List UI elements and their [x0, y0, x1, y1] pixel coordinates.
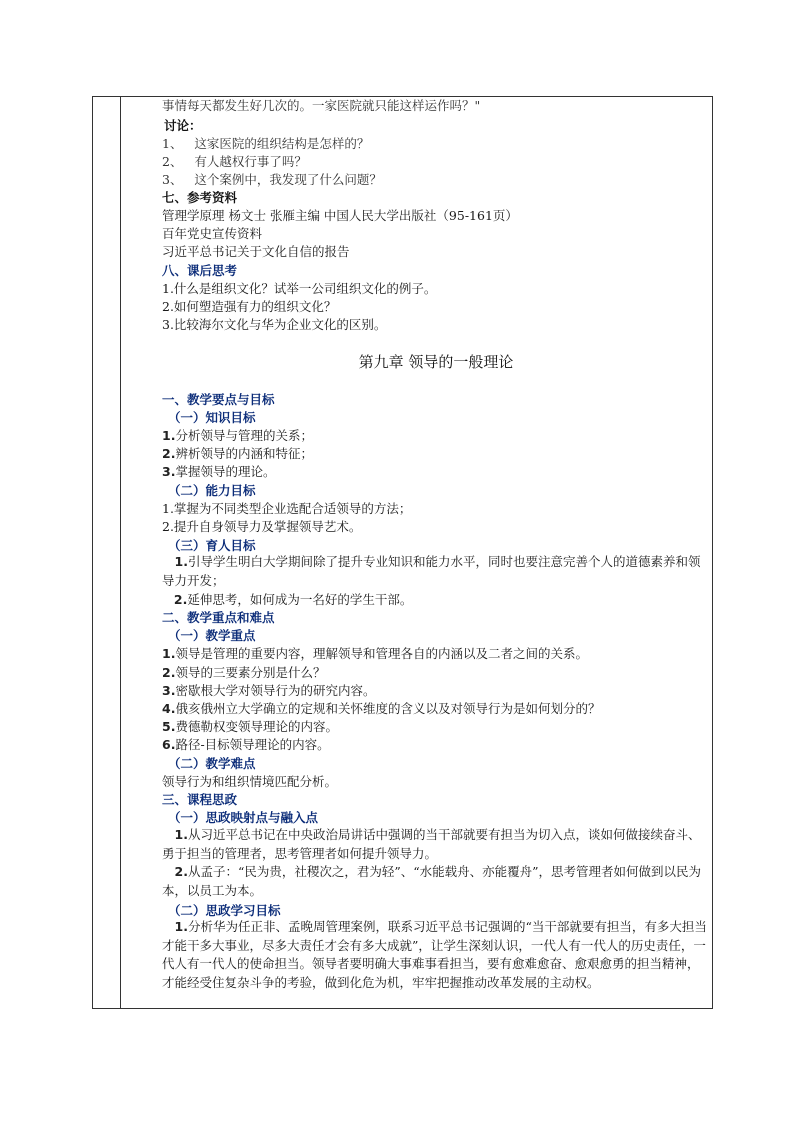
column-divider: [120, 97, 121, 1008]
list-item: 2.延伸思考，如何成为一名好的学生干部。: [173, 592, 413, 607]
list-item: 3.掌握领导的理论。: [162, 464, 276, 479]
list-item: 3.密歇根大学对领导行为的研究内容。: [162, 683, 376, 698]
section-heading: 三、课程思政: [162, 792, 238, 807]
paragraph: 1.分析华为任正非、孟晚周管理案例，联系习近平总书记强调的“当干部就要有担当，有多大担当才能干多大事业，尽多大责任才会有多大成就”，让学生深刻认识，一代人有一代人的历史责任，一代人有一代人的使命担当。领导者要明确大事难事看担当，要有愈难愈奋、愈艰愈勇的担当精神，才能经受住复杂斗争的考验，做到化危为机，牢牢把握推动改革发展的主动权。: [162, 919, 707, 990]
subsection-heading: （三）育人目标: [168, 538, 256, 553]
discussion-item: 1、 这家医院的组织结构是怎样的？: [162, 136, 370, 151]
subsection-heading: （一）知识目标: [168, 410, 256, 425]
after-class-item: 1.什么是组织文化？试举一公司组织文化的例子。: [162, 281, 437, 296]
after-class-item: 2.如何塑造强有力的组织文化？: [162, 299, 337, 314]
subsection-heading: （一）教学重点: [168, 628, 256, 643]
paragraph: 领导行为和组织情境匹配分析。: [162, 774, 338, 789]
paragraph: 2.从孟子：“民为贵，社稷次之，君为轻”、“水能载舟、亦能覆舟”，思考管理者如何做到以民为本，以员工为本。: [162, 864, 702, 898]
list-item: 1.掌握为不同类型企业选配合适领导的方法；: [162, 501, 412, 516]
section-heading: 一、教学要点与目标: [162, 392, 275, 407]
list-item: 2.辨析领导的内涵和特征；: [162, 446, 313, 461]
discussion-item: 3、 这个案例中，我发现了什么问题？: [162, 172, 382, 187]
section-heading: 二、教学重点和难点: [162, 610, 275, 625]
subsection-heading: （一）思政映射点与融入点: [168, 810, 319, 825]
case-tail-text: 事情每天都发生好几次的。一家医院就只能这样运作吗？": [162, 98, 481, 113]
subsection-heading: （二）教学难点: [168, 756, 256, 771]
ref-item: 习近平总书记关于文化自信的报告: [162, 244, 350, 259]
after-class-item: 3.比较海尔文化与华为企业文化的区别。: [162, 317, 387, 332]
subsection-heading: （二）能力目标: [168, 483, 256, 498]
list-item: 4.俄亥俄州立大学确立的定规和关怀维度的含义以及对领导行为是如何划分的？: [162, 701, 601, 716]
refs-heading: 七、参考资料: [162, 190, 238, 205]
paragraph: 1.从习近平总书记在中央政治局讲话中强调的当干部就要有担当为切入点，谈如何做接续奋斗、勇于担当的管理者，思考管理者如何提升领导力。: [162, 827, 701, 861]
ref-item: 管理学原理 杨文士 张雁主编 中国人民大学出版社（95-161页）: [162, 208, 518, 223]
after-class-heading: 八、课后思考: [162, 263, 238, 278]
list-item: 2.领导的三要素分别是什么？: [162, 665, 326, 680]
list-item: 1.分析领导与管理的关系；: [162, 428, 313, 443]
list-item: 1.领导是管理的重要内容，理解领导和管理各自的内涵以及二者之间的关系。: [162, 646, 588, 661]
subsection-heading: （二）思政学习目标: [168, 903, 281, 918]
discussion-item: 2、 有人越权行事了吗？: [162, 154, 307, 169]
list-item: 2.提升自身领导力及掌握领导艺术。: [162, 519, 362, 534]
paragraph: 1.引导学生明白大学期间除了提升专业知识和能力水平，同时也要注意完善个人的道德素养和领导力开发；: [162, 554, 701, 588]
discussion-heading: 讨论：: [164, 118, 202, 133]
list-item: 6.路径-目标领导理论的内容。: [162, 737, 330, 752]
ref-item: 百年党史宣传资料: [162, 226, 263, 241]
chapter-title: 第九章 领导的一般理论: [358, 353, 514, 371]
list-item: 5.费德勒权变领导理论的内容。: [162, 719, 338, 734]
